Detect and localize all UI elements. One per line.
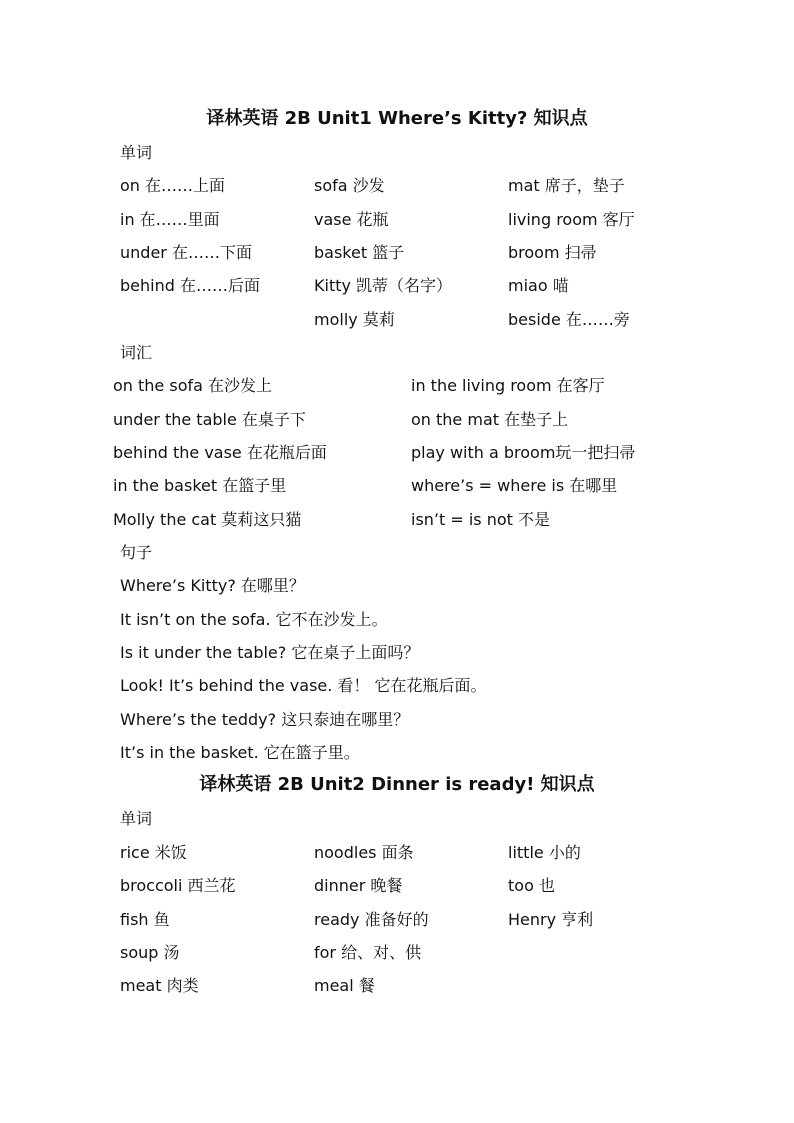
- phrase-cell: on the mat 在垫子上: [411, 410, 569, 429]
- word-cell: fish 鱼: [120, 910, 170, 929]
- word-row: [0, 973, 794, 995]
- sentence: It isn’t on the sofa. 它不在沙发上。: [120, 610, 388, 629]
- sentence: It’s in the basket. 它在篮子里。: [120, 743, 360, 762]
- word-cell: rice 米饭: [120, 843, 187, 862]
- word-row: [0, 273, 794, 295]
- phrase-row: [0, 507, 794, 529]
- word-cell: mat 席子，垫子: [508, 176, 625, 195]
- word-cell: molly 莫莉: [314, 310, 395, 329]
- word-cell: miao 喵: [508, 276, 569, 295]
- word-cell: little 小的: [508, 843, 581, 862]
- sentence: Is it under the table? 它在桌子上面吗？: [120, 643, 420, 662]
- word-cell: noodles 面条: [314, 843, 414, 862]
- word-cell: under 在……下面: [120, 243, 252, 262]
- phrase-cell: on the sofa 在沙发上: [113, 376, 273, 395]
- word-cell: ready 准备好的: [314, 910, 429, 929]
- word-row: [0, 940, 794, 962]
- word-cell: meat 肉类: [120, 976, 199, 995]
- phrase-row: [0, 373, 794, 395]
- word-cell: Kitty 凯蒂（名字）: [314, 276, 453, 295]
- word-cell: Henry 亨利: [508, 910, 594, 929]
- word-row: [0, 173, 794, 195]
- word-row: [0, 873, 794, 895]
- word-cell: basket 篮子: [314, 243, 405, 262]
- phrase-cell: where’s = where is 在哪里: [411, 476, 618, 495]
- word-cell: sofa 沙发: [314, 176, 385, 195]
- phrase-row: [0, 407, 794, 429]
- word-row: [0, 840, 794, 862]
- word-row: [0, 240, 794, 262]
- word-cell: vase 花瓶: [314, 210, 389, 229]
- word-cell: too 也: [508, 876, 555, 895]
- phrase-cell: in the basket 在篮子里: [113, 476, 287, 495]
- phrase-cell: behind the vase 在花瓶后面: [113, 443, 327, 462]
- unit1-sentences-label: 句子: [120, 543, 153, 562]
- unit1-words-label: 单词: [120, 143, 153, 162]
- unit1-title: 译林英语 2B Unit1 Where’s Kitty? 知识点: [206, 108, 588, 129]
- word-cell: dinner 晚餐: [314, 876, 403, 895]
- word-cell: living room 客厅: [508, 210, 635, 229]
- unit2-title: 译林英语 2B Unit2 Dinner is ready! 知识点: [199, 774, 595, 795]
- unit1-phrases-label: 词汇: [120, 343, 153, 362]
- phrase-cell: Molly the cat 莫莉这只猫: [113, 510, 302, 529]
- phrase-cell: in the living room 在客厅: [411, 376, 605, 395]
- word-cell: on 在……上面: [120, 176, 226, 195]
- phrase-cell: isn’t = is not 不是: [411, 510, 551, 529]
- word-cell: behind 在……后面: [120, 276, 260, 295]
- word-cell: broccoli 西兰花: [120, 876, 236, 895]
- word-cell: in 在……里面: [120, 210, 220, 229]
- word-cell: meal 餐: [314, 976, 375, 995]
- sentence: Where’s Kitty? 在哪里？: [120, 576, 305, 595]
- word-cell: broom 扫帚: [508, 243, 597, 262]
- word-row: [0, 907, 794, 929]
- word-cell: beside 在……旁: [508, 310, 630, 329]
- word-row: [0, 307, 794, 329]
- sentence: Look! It’s behind the vase. 看！ 它在花瓶后面。: [120, 676, 487, 695]
- phrase-row: [0, 440, 794, 462]
- phrase-cell: play with a broom玩一把扫帚: [411, 443, 636, 462]
- word-row: [0, 207, 794, 229]
- word-cell: for 给、对、供: [314, 943, 422, 962]
- sentence: Where’s the teddy? 这只泰迪在哪里？: [120, 710, 410, 729]
- unit2-words-label: 单词: [120, 809, 153, 828]
- phrase-cell: under the table 在桌子下: [113, 410, 306, 429]
- word-cell: soup 汤: [120, 943, 180, 962]
- phrase-row: [0, 473, 794, 495]
